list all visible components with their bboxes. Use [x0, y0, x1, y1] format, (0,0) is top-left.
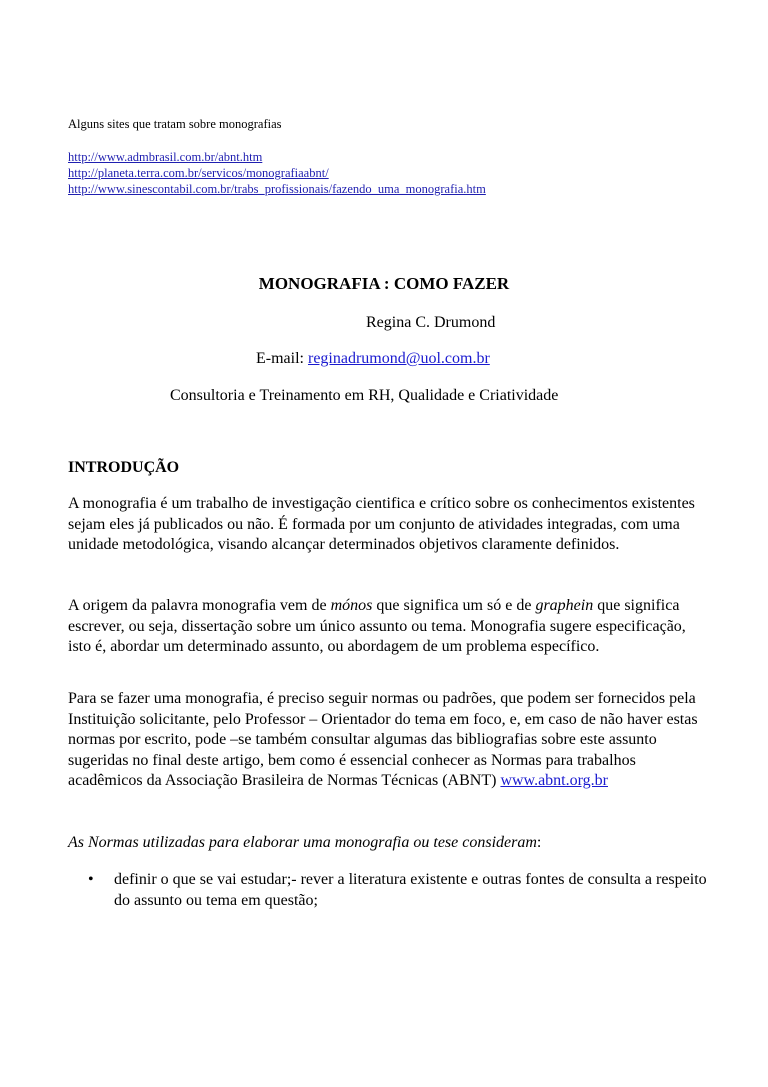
email-link[interactable]: reginadrumond@uol.com.br — [307, 350, 490, 367]
paragraph-4 — [68, 833, 708, 854]
page-title: MONOGRAFIA : COMO FAZER — [258, 274, 510, 293]
p3-text: Para se fazer uma monografia, é preciso seguir normas ou padrões, que podem ser fornecidos pela Instituição solicitante, pelo Professor – Orientador do tema em foco, e, em caso de não haver estas normas por escrito, pode –se também consultar algumas das bibliografias sobre este assunto sugeridas no final deste artigo, bem como é essencial conhecer as Normas para trabalhos acadêmicos da Associação Brasileira de Normas Técnicas (ABNT) — [68, 690, 698, 789]
p4-colon: : — [536, 834, 542, 851]
p2-text-c: que significa escrever, ou seja, dissertação sobre um único assunto ou tema. Monografia sugere especificação, isto é, abordar um determinado assunto, ou abordagem de um problema específico. — [68, 597, 686, 655]
paragraph-1: A monografia é um trabalho de investigação cientifica e crítico sobre os conhecimentos existentes sejam eles já publicados ou não. É formada por um conjunto de atividades integradas, com uma unidade metodológica, visando alcançar determinados objetivos claramente definidos. — [68, 495, 695, 553]
paragraph-2 — [68, 596, 708, 658]
email-label: E-mail: — [256, 350, 308, 367]
term-monos: mónos — [330, 597, 373, 614]
paragraph-3 — [68, 689, 708, 792]
email-line — [256, 350, 490, 368]
site-link-3[interactable]: http://www.sinescontabil.com.br/trabs_profissionais/fazendo_uma_monografia.htm — [68, 182, 486, 196]
term-graphein: graphein — [535, 597, 594, 614]
p2-text-b: que significa um só e de — [372, 597, 536, 614]
abnt-link[interactable]: www.abnt.org.br — [500, 772, 608, 789]
bullet-text: definir o que se vai estudar;- rever a literatura existente e outras fontes de consulta a respeito do assunto ou tema em questão; — [114, 871, 707, 909]
author-name: Regina C. Drumond — [366, 314, 496, 331]
site-link-1[interactable]: http://www.admbrasil.com.br/abnt.htm — [68, 150, 263, 164]
list-item — [88, 870, 712, 911]
affiliation: Consultoria e Treinamento em RH, Qualidade e Criatividade — [170, 387, 559, 404]
section-heading-introducao: INTRODUÇÃO — [68, 459, 180, 476]
p2-text-a: A origem da palavra monografia vem de — [68, 597, 331, 614]
p4-italic: As Normas utilizadas para elaborar uma monografia ou tese consideram — [68, 834, 537, 851]
sites-heading: Alguns sites que tratam sobre monografias — [68, 117, 282, 131]
bullet-icon: • — [88, 871, 94, 888]
site-link-2[interactable]: http://planeta.terra.com.br/servicos/monografiaabnt/ — [68, 166, 329, 180]
